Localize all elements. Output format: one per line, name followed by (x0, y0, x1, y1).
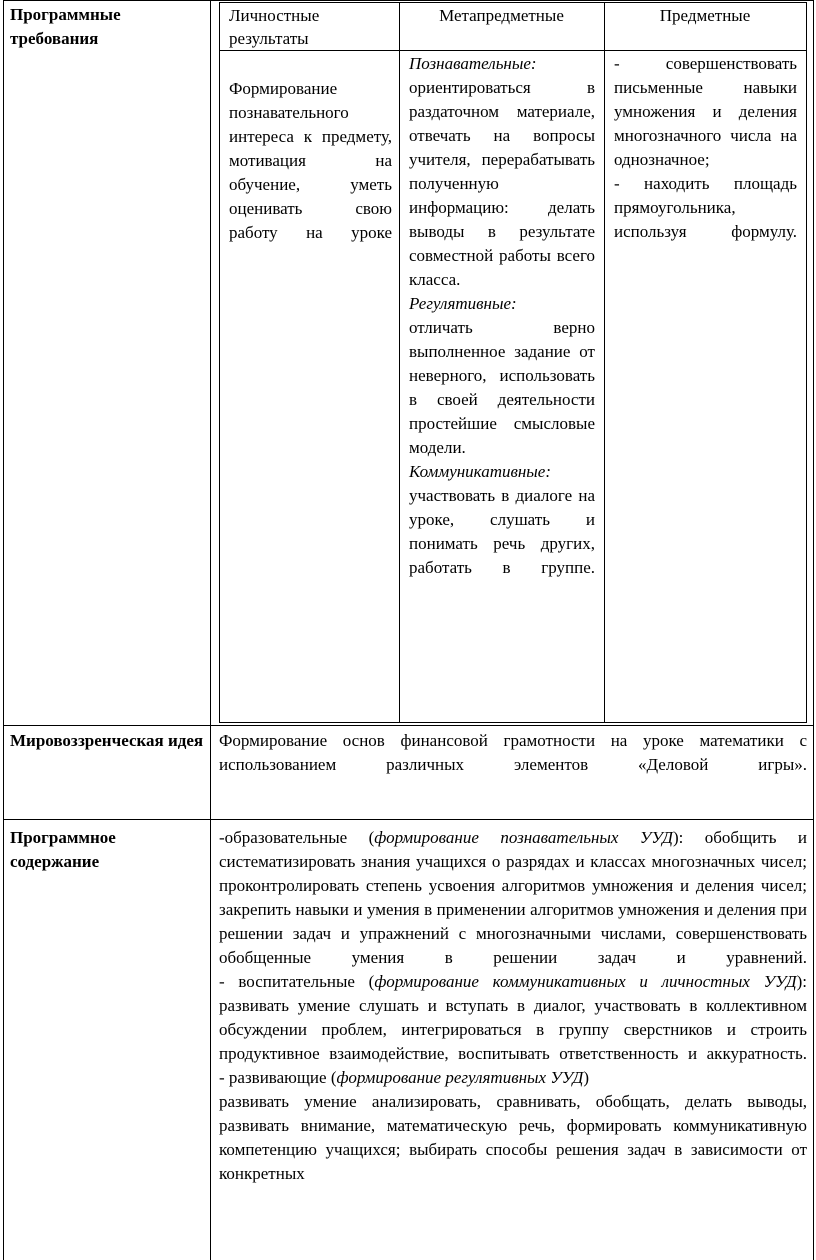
row-divider-1 (3, 725, 814, 726)
meta-communicative-title: Коммуникативные: (409, 462, 552, 481)
column-divider (210, 0, 211, 1260)
meta-regulatory-title: Регулятивные: (409, 294, 517, 313)
educational-prefix: -образовательные ( (219, 828, 375, 847)
nested-top-border (219, 2, 807, 3)
program-content (219, 826, 807, 1186)
upbringing-uud: формирование коммуникативных и личностных УУД (374, 972, 797, 991)
developmental-text: развивать умение анализировать, сравнивать, обобщать, делать выводы, развивать внимание, математическую речь, формировать коммуникативную компетенцию учащихся; выбирать способы решения задач в зависимости от конкретных (219, 1092, 807, 1183)
row-label-requirements: Программные требования (10, 5, 121, 48)
meta-regulatory-text: отличать верно выполненное задание от неверного, использовать в своей деятельности простейшие смысловые модели. (409, 318, 595, 457)
subject-results (614, 52, 797, 244)
header-meta-results: Метапредметные (439, 6, 564, 25)
header-subject-results: Предметные (659, 6, 751, 25)
educational-goals (219, 826, 807, 970)
row-label-worldview-idea: Мировоззренческая идея (10, 731, 204, 750)
educational-suffix: ): (672, 828, 684, 847)
subject-results-text-1: - совершенствовать письменные навыки умножения и деления многозначного числа на однозначное; (614, 54, 797, 169)
outer-top-border (3, 0, 814, 1)
nested-divider-1 (399, 2, 400, 722)
outer-left-border (3, 0, 4, 1260)
row-label-program-content: Программное содержание (10, 828, 116, 871)
upbringing-suffix: ): (796, 972, 807, 991)
subject-results-text-2: - находить площадь прямоугольника, используя формулу. (614, 174, 797, 241)
developmental-goals-heading (219, 1066, 807, 1090)
upbringing-goals (219, 970, 807, 1066)
educational-uud: формирование познавательных УУД (374, 828, 673, 847)
nested-header-divider (219, 50, 807, 51)
nested-bottom-border (219, 722, 807, 723)
row-divider-2 (3, 819, 814, 820)
meta-cognitive-text: ориентироваться в раздаточном материале, отвечать на вопросы учителя, перерабатывать полученную информацию: делать выводы в результате совместной работы всего класса. (409, 78, 595, 289)
personal-results-text: Формирование познавательного интереса к предмету, мотивация на обучение, уметь оценивать свою работу на уроке (229, 79, 392, 242)
worldview-idea-text: Формирование основ финансовой грамотности на уроке математики с использованием различных элементов «Деловой игры». (219, 731, 807, 774)
outer-right-border (813, 0, 814, 1260)
developmental-suffix: ) (583, 1068, 590, 1087)
nested-divider-2 (604, 2, 605, 722)
nested-right-border (806, 2, 807, 722)
upbringing-text: развивать умение слушать и вступать в диалог, участвовать в коллективном обсуждении проблем, интегрироваться в группу сверстников и строить продуктивное взаимодействие, воспитывать ответственность и аккуратность. (219, 996, 807, 1063)
upbringing-prefix: - воспитательные ( (219, 972, 375, 991)
header-personal-results: Личностные результаты (229, 6, 320, 48)
meta-results (409, 52, 595, 580)
developmental-uud: формирование регулятивных УУД (336, 1068, 584, 1087)
meta-communicative-text: участвовать в диалоге на уроке, слушать и понимать речь других, работать в группе. (409, 486, 595, 577)
developmental-prefix: - развивающие ( (219, 1068, 337, 1087)
educational-text: обобщить и систематизировать знания учащихся о разрядах и классах многозначных чисел; проконтролировать степень усвоения алгоритмов умножения и деления чисел; закрепить навыки и умения в применении алгоритмов умножения и деления при решении задач и упражнений с многозначными числами, совершенствовать обобщенные умения в решении задач и уравнений. (219, 828, 807, 967)
meta-cognitive-title: Познавательные: (409, 54, 537, 73)
nested-left-border (219, 2, 220, 722)
